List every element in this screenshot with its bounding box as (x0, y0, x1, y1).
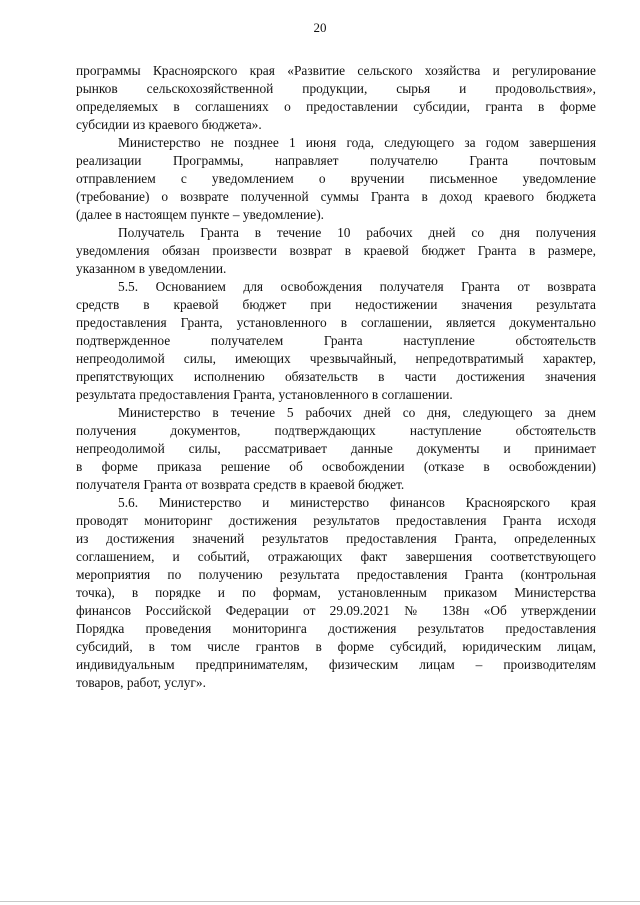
text-line: непреодолимой силы, рассматривает данные документы и принимает (76, 441, 596, 456)
text-line: Министерство в течение 5 рабочих дней со дня, следующего за днем (118, 405, 596, 420)
text-line: Министерство не позднее 1 июня года, следующего за годом завершения (118, 135, 596, 150)
text-line: уведомления обязан произвести возврат в краевой бюджет Гранта в размере, (76, 243, 596, 258)
text-line: непреодолимой силы, имеющих чрезвычайный, непредотвратимый характер, (76, 351, 596, 366)
text-line: 5.5. Основанием для освобождения получателя Гранта от возврата (118, 279, 596, 294)
text-line: предоставления Гранта, установленного в соглашении, является документально (76, 315, 596, 330)
text-line: Порядка проведения мониторинга достижения результатов предоставления (76, 621, 596, 636)
text-line: мероприятия по получению результата предоставления Гранта (контрольная (76, 567, 596, 582)
text-line: подтвержденное получателем Гранта наступление обстоятельств (76, 333, 596, 348)
text-line: в форме приказа решение об освобождении (отказе в освобождении) (76, 459, 596, 474)
text-line: отправлением с уведомлением о вручении письменное уведомление (76, 171, 596, 186)
paragraph (76, 278, 596, 404)
paragraph (76, 62, 596, 134)
text-line: Получатель Гранта в течение 10 рабочих дней со дня получения (118, 225, 596, 240)
text-line: программы Красноярского края «Развитие сельского хозяйства и регулирование (76, 63, 596, 78)
text-line: индивидуальным предпринимателям, физическим лицам – производителям (76, 657, 596, 672)
text-line: результата предоставления Гранта, установленного в соглашении. (76, 387, 453, 402)
text-line: (требование) о возврате полученной суммы Гранта в доход краевого бюджета (76, 189, 596, 204)
page-number: 20 (313, 20, 327, 35)
text-line: 5.6. Министерство и министерство финансов Красноярского края (118, 495, 596, 510)
text-line: получения документов, подтверждающих наступление обстоятельств (76, 423, 596, 438)
text-line: соглашением, и событий, отражающих факт завершения соответствующего (76, 549, 596, 564)
text-line: точка), в порядке и по формам, установленным приказом Министерства (76, 585, 596, 600)
paragraph (76, 134, 596, 224)
paragraph (76, 404, 596, 494)
text-line: проводят мониторинг достижения результатов предоставления Гранта исходя (76, 513, 596, 528)
text-line: (далее в настоящем пункте – уведомление). (76, 207, 325, 222)
paragraph (76, 494, 596, 692)
paragraph (76, 224, 596, 278)
text-line: средств в краевой бюджет при недостижении значения результата (76, 297, 596, 312)
text-line: финансов Российской Федерации от 29.09.2021 № 138н «Об утверждении (76, 603, 596, 618)
text-line: рынков сельскохозяйственной продукции, сырья и продовольствия», (76, 81, 596, 96)
text-line: определяемых в соглашениях о предоставлении субсидии, гранта в форме (76, 99, 596, 114)
body-text (76, 62, 596, 692)
text-line: получателя Гранта от возврата средств в краевой бюджет. (76, 477, 405, 492)
text-line: товаров, работ, услуг». (76, 675, 206, 690)
text-line: реализации Программы, направляет получателю Гранта почтовым (76, 153, 596, 168)
scan-edge-divider (0, 901, 640, 902)
text-line: из достижения значений результатов предоставления Гранта, определенных (76, 531, 596, 546)
text-line: субсидий, в том числе грантов в форме субсидий, юридическим лицам, (76, 639, 596, 654)
text-line: препятствующих исполнению обязательств в части достижения значения (76, 369, 596, 384)
text-line: указанном в уведомлении. (76, 261, 227, 276)
text-line: субсидии из краевого бюджета». (76, 117, 262, 132)
